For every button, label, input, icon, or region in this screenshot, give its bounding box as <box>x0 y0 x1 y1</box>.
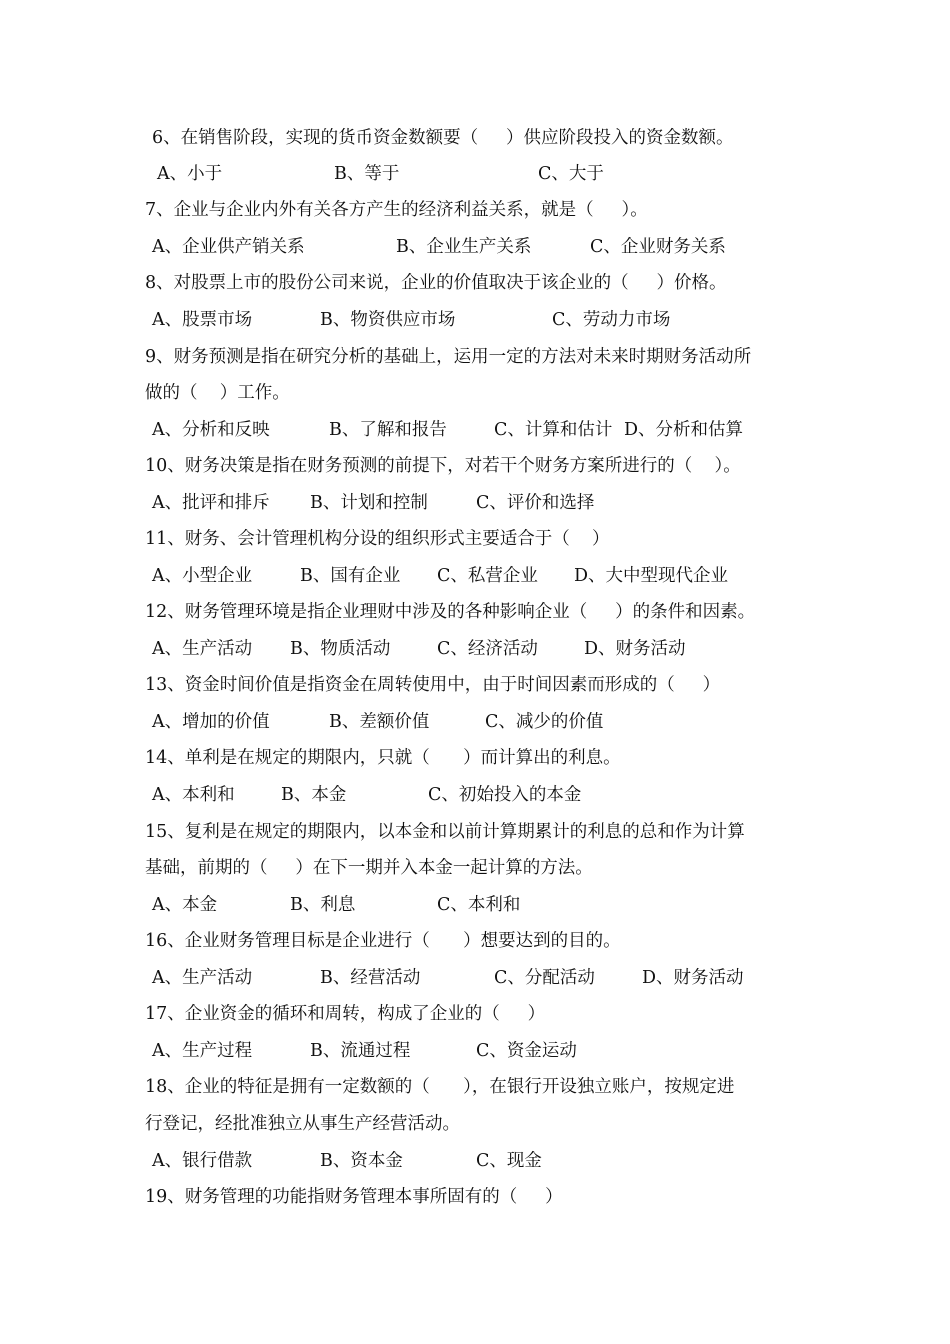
option-7b: B、企业生产关系 <box>396 237 532 257</box>
question-12-text: 12、财务管理环境是指企业理财中涉及的各种影响企业（ ）的条件和因素。 <box>145 602 756 622</box>
question-9-text: 9、财务预测是指在研究分析的基础上，运用一定的方法对未来时期财务活动所 <box>145 347 752 367</box>
option-7a: A、企业供产销关系 <box>152 237 305 257</box>
option-8b: B、物资供应市场 <box>320 310 456 330</box>
option-10b: B、计划和控制 <box>310 493 428 513</box>
option-12a: A、生产活动 <box>152 639 253 659</box>
option-9d: D、分析和估算 <box>624 420 744 440</box>
option-7c: C、企业财务关系 <box>590 237 726 257</box>
option-14c: C、初始投入的本金 <box>428 785 582 805</box>
option-18c: C、现金 <box>476 1151 542 1171</box>
option-16b: B、经营活动 <box>320 968 421 988</box>
question-17-text: 17、企业资金的循环和周转，构成了企业的（ ） <box>145 1004 546 1024</box>
question-14-text: 14、单利是在规定的期限内，只就（ ）而计算出的利息。 <box>145 748 621 768</box>
option-15c: C、本利和 <box>437 895 521 915</box>
option-12d: D、财务活动 <box>584 639 686 659</box>
option-14a: A、本利和 <box>152 785 235 805</box>
option-8a: A、股票市场 <box>152 310 253 330</box>
option-17b: B、流通过程 <box>310 1041 411 1061</box>
option-9b: B、了解和报告 <box>329 420 447 440</box>
question-19-text: 19、财务管理的功能指财务管理本事所固有的（ ） <box>145 1187 563 1207</box>
option-6b: B、等于 <box>334 164 400 184</box>
option-17c: C、资金运动 <box>476 1041 577 1061</box>
option-9c: C、计算和估计 <box>494 420 613 440</box>
question-11-text: 11、财务、会计管理机构分设的组织形式主要适合于（ ） <box>145 529 610 549</box>
option-17a: A、生产过程 <box>152 1041 253 1061</box>
option-9a: A、分析和反映 <box>152 420 270 440</box>
option-12c: C、经济活动 <box>437 639 538 659</box>
option-13c: C、减少的价值 <box>485 712 604 732</box>
question-18-text: 18、企业的特征是拥有一定数额的（ ），在银行开设独立账户，按规定进 <box>145 1077 735 1097</box>
option-11b: B、国有企业 <box>300 566 401 586</box>
option-18a: A、银行借款 <box>152 1151 253 1171</box>
option-6c: C、大于 <box>538 164 604 184</box>
question-9-text-cont: 做的（ ）工作。 <box>145 383 290 403</box>
option-15b: B、利息 <box>290 895 356 915</box>
question-10-text: 10、财务决策是指在财务预测的前提下，对若干个财务方案所进行的（ ）。 <box>145 456 741 476</box>
option-11a: A、小型企业 <box>152 566 253 586</box>
option-8c: C、劳动力市场 <box>552 310 671 330</box>
option-6a: A、小于 <box>157 164 223 184</box>
option-18b: B、资本金 <box>320 1151 403 1171</box>
question-13-text: 13、资金时间价值是指资金在周转使用中，由于时间因素而形成的（ ） <box>145 675 721 695</box>
question-15-text: 15、复利是在规定的期限内，以本金和以前计算期累计的利息的总和作为计算 <box>145 822 745 842</box>
option-15a: A、本金 <box>152 895 218 915</box>
question-6-text: 6、在销售阶段，实现的货币资金数额要（ ）供应阶段投入的资金数额。 <box>152 128 734 148</box>
option-16c: C、分配活动 <box>494 968 595 988</box>
option-12b: B、物质活动 <box>290 639 391 659</box>
option-11d: D、大中型现代企业 <box>574 566 729 586</box>
question-15-text-cont: 基础，前期的（ ）在下一期并入本金一起计算的方法。 <box>145 858 593 878</box>
option-10c: C、评价和选择 <box>476 493 595 513</box>
question-16-text: 16、企业财务管理目标是企业进行（ ）想要达到的目的。 <box>145 931 621 951</box>
option-11c: C、私营企业 <box>437 566 538 586</box>
question-18-text-cont: 行登记，经批准独立从事生产经营活动。 <box>145 1114 460 1134</box>
question-7-text: 7、企业与企业内外有关各方产生的经济利益关系，就是（ ）。 <box>145 200 648 220</box>
option-16d: D、财务活动 <box>642 968 744 988</box>
option-16a: A、生产活动 <box>152 968 253 988</box>
option-10a: A、批评和排斥 <box>152 493 270 513</box>
option-13b: B、差额价值 <box>329 712 430 732</box>
option-13a: A、增加的价值 <box>152 712 270 732</box>
option-14b: B、本金 <box>281 785 347 805</box>
question-8-text: 8、对股票上市的股份公司来说，企业的价值取决于该企业的（ ）价格。 <box>145 273 727 293</box>
